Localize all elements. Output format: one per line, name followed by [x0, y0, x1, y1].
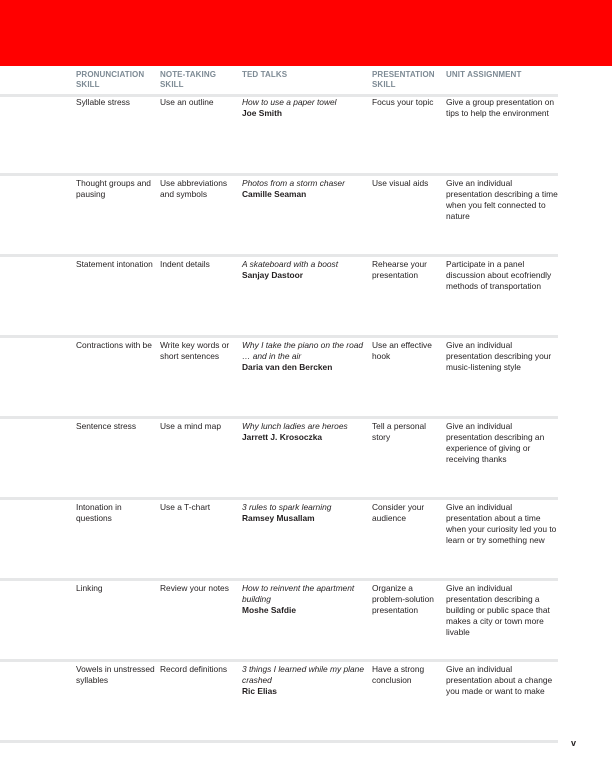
assignment-cell: Give an individual presentation about a change you made or want to make [446, 664, 553, 696]
table-row [0, 254, 612, 335]
note-taking-cell: Use abbreviations and symbols [160, 178, 228, 199]
red-banner [0, 0, 612, 66]
note-taking-cell: Use a T-chart [160, 502, 211, 512]
header-unit-assignment: UNIT ASSIGNMENT [446, 70, 522, 79]
pronunciation-cell: Linking [76, 583, 103, 593]
talk-title: A skateboard with a boost [242, 259, 339, 269]
presentation-cell: Focus your topic [372, 97, 434, 107]
talk-speaker: Ric Elias [242, 686, 277, 696]
presentation-cell: Have a strong conclusion [372, 664, 425, 685]
presentation-cell: Use an effective hook [372, 340, 432, 361]
talk-title: 3 things I learned while my plane crashed [242, 664, 364, 685]
presentation-cell: Consider your audience [372, 502, 425, 523]
presentation-cell: Rehearse your presentation [372, 259, 427, 280]
header-presentation-skill: PRESENTATION SKILL [372, 70, 435, 89]
header-pronunciation-skill: PRONUNCIATION SKILL [76, 70, 145, 89]
talk-speaker: Jarrett J. Krosoczka [242, 432, 323, 442]
table-row [0, 173, 612, 254]
assignment-cell: Give an individual presentation about a time when your curiosity led you to learn or try something new [446, 502, 557, 545]
pronunciation-cell: Vowels in unstressed syllables [76, 664, 155, 685]
note-taking-cell: Record definitions [160, 664, 228, 674]
ted-talk-cell [242, 664, 368, 697]
ted-talk-cell [242, 340, 368, 373]
note-taking-cell: Write key words or short sentences [160, 340, 230, 361]
pronunciation-cell: Syllable stress [76, 97, 130, 107]
table-row [0, 497, 612, 578]
assignment-cell: Give an individual presentation describing a time when you felt connected to nature [446, 178, 558, 221]
talk-speaker: Camille Seaman [242, 189, 307, 199]
ted-talk-cell [242, 583, 368, 616]
talk-title: Why lunch ladies are heroes [242, 421, 348, 431]
talk-speaker: Sanjay Dastoor [242, 270, 303, 280]
assignment-cell: Give a group presentation on tips to help the environment [446, 97, 555, 118]
talk-speaker: Ramsey Musallam [242, 513, 315, 523]
pronunciation-cell: Contractions with be [76, 340, 152, 350]
talk-speaker: Moshe Safdie [242, 605, 296, 615]
note-taking-cell: Use an outline [160, 97, 214, 107]
assignment-cell: Give an individual presentation describing an experience of giving or receiving thanks [446, 421, 545, 464]
note-taking-cell: Use a mind map [160, 421, 221, 431]
presentation-cell: Organize a problem-solution presentation [372, 583, 434, 615]
table-row [0, 659, 612, 740]
assignment-cell: Participate in a panel discussion about ecofriendly methods of transportation [446, 259, 552, 291]
talk-title: Photos from a storm chaser [242, 178, 345, 188]
header-ted-talks: TED TALKS [242, 70, 288, 79]
ted-talk-cell [242, 178, 368, 200]
presentation-cell: Tell a personal story [372, 421, 427, 442]
ted-talk-cell [242, 421, 368, 443]
row-divider [0, 740, 558, 743]
pronunciation-cell: Intonation in questions [76, 502, 122, 523]
table-row [0, 416, 612, 497]
talk-speaker: Joe Smith [242, 108, 283, 118]
table-row [0, 92, 612, 173]
ted-talk-cell [242, 502, 368, 524]
talk-title: How to use a paper towel [242, 97, 337, 107]
talk-title: 3 rules to spark learning [242, 502, 332, 512]
ted-talk-cell [242, 97, 368, 119]
note-taking-cell: Review your notes [160, 583, 229, 593]
talk-speaker: Daria van den Bercken [242, 362, 333, 372]
pronunciation-cell: Thought groups and pausing [76, 178, 151, 199]
table-row [0, 578, 612, 659]
page-number: v [571, 738, 577, 748]
header-note-taking-skill: NOTE-TAKING SKILL [160, 70, 217, 89]
assignment-cell: Give an individual presentation describing your music-listening style [446, 340, 552, 372]
pronunciation-cell: Statement intonation [76, 259, 153, 269]
presentation-cell: Use visual aids [372, 178, 429, 188]
table-row [0, 335, 612, 416]
talk-title: How to reinvent the apartment building [242, 583, 355, 604]
talk-title: Why I take the piano on the road … and in the air [242, 340, 364, 361]
assignment-cell: Give an individual presentation describing a building or public space that makes a city or town more livable [446, 583, 550, 637]
pronunciation-cell: Sentence stress [76, 421, 137, 431]
ted-talk-cell [242, 259, 368, 281]
note-taking-cell: Indent details [160, 259, 210, 269]
